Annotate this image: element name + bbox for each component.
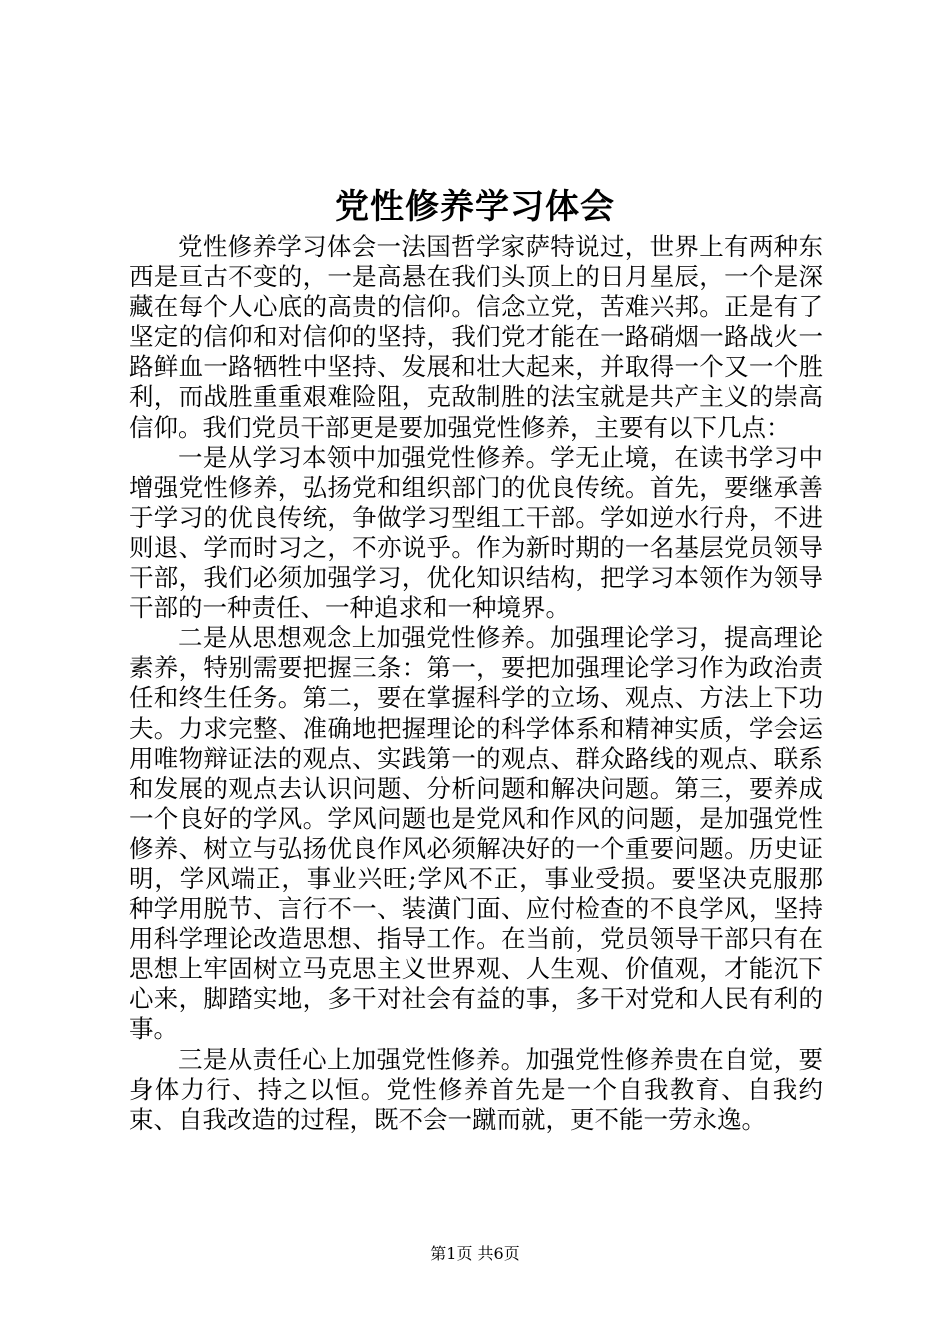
paragraph-point-two: 二是从思想观念上加强党性修养。加强理论学习，提高理论素养，特别需要把握三条：第一，要把加强理论学习作为政治责任和终生任务。第二，要在掌握科学的立场、观点、方法上下功夫。力求完整、准确地把握理论的科学体系和精神实质，学会运用唯物辩证法的观点、实践第一的观点、群众路线的观点、联系和发展的观点去认识问题、分析问题和解决问题。第三，要养成一个良好的学风。学风问题也是党风和作风的问题，是加强党性修养、树立与弘扬优良作风必须解决好的一个重要问题。历史证明，学风端正，事业兴旺;学风不正，事业受损。要坚决克服那种学用脱节、言行不一、装潢门面、应付检查的不良学风，坚持用科学理论改造思想、指导工作。在当前，党员领导干部只有在思想上牢固树立马克思主义世界观、人生观、价值观，才能沉下心来，脚踏实地，多干对社会有益的事，多干对党和人民有利的事。	[129, 623, 823, 1044]
document-body	[129, 232, 823, 1135]
paragraph-point-one: 一是从学习本领中加强党性修养。学无止境，在读书学习中增强党性修养，弘扬党和组织部门的优良传统。首先，要继承善于学习的优良传统，争做学习型组工干部。学如逆水行舟，不进则退、学而时习之，不亦说乎。作为新时期的一名基层党员领导干部，我们必须加强学习，优化知识结构，把学习本领作为领导干部的一种责任、一种追求和一种境界。	[129, 442, 823, 623]
document-title: 党性修养学习体会	[335, 187, 615, 227]
paragraph-intro: 党性修养学习体会一法国哲学家萨特说过，世界上有两种东西是亘古不变的，一是高悬在我们头顶上的日月星辰，一个是深藏在每个人心底的高贵的信仰。信念立党，苦难兴邦。正是有了坚定的信仰和对信仰的坚持，我们党才能在一路硝烟一路战火一路鲜血一路牺牲中坚持、发展和壮大起来，并取得一个又一个胜利，而战胜重重艰难险阻，克敌制胜的法宝就是共产主义的崇高信仰。我们党员干部更是要加强党性修养，主要有以下几点：	[129, 232, 823, 442]
paragraph-point-three: 三是从责任心上加强党性修养。加强党性修养贵在自觉，要身体力行、持之以恒。党性修养首先是一个自我教育、自我约束、自我改造的过程，既不会一蹴而就，更不能一劳永逸。	[129, 1044, 823, 1134]
page-number-footer: 第1页 共6页	[430, 1244, 520, 1263]
